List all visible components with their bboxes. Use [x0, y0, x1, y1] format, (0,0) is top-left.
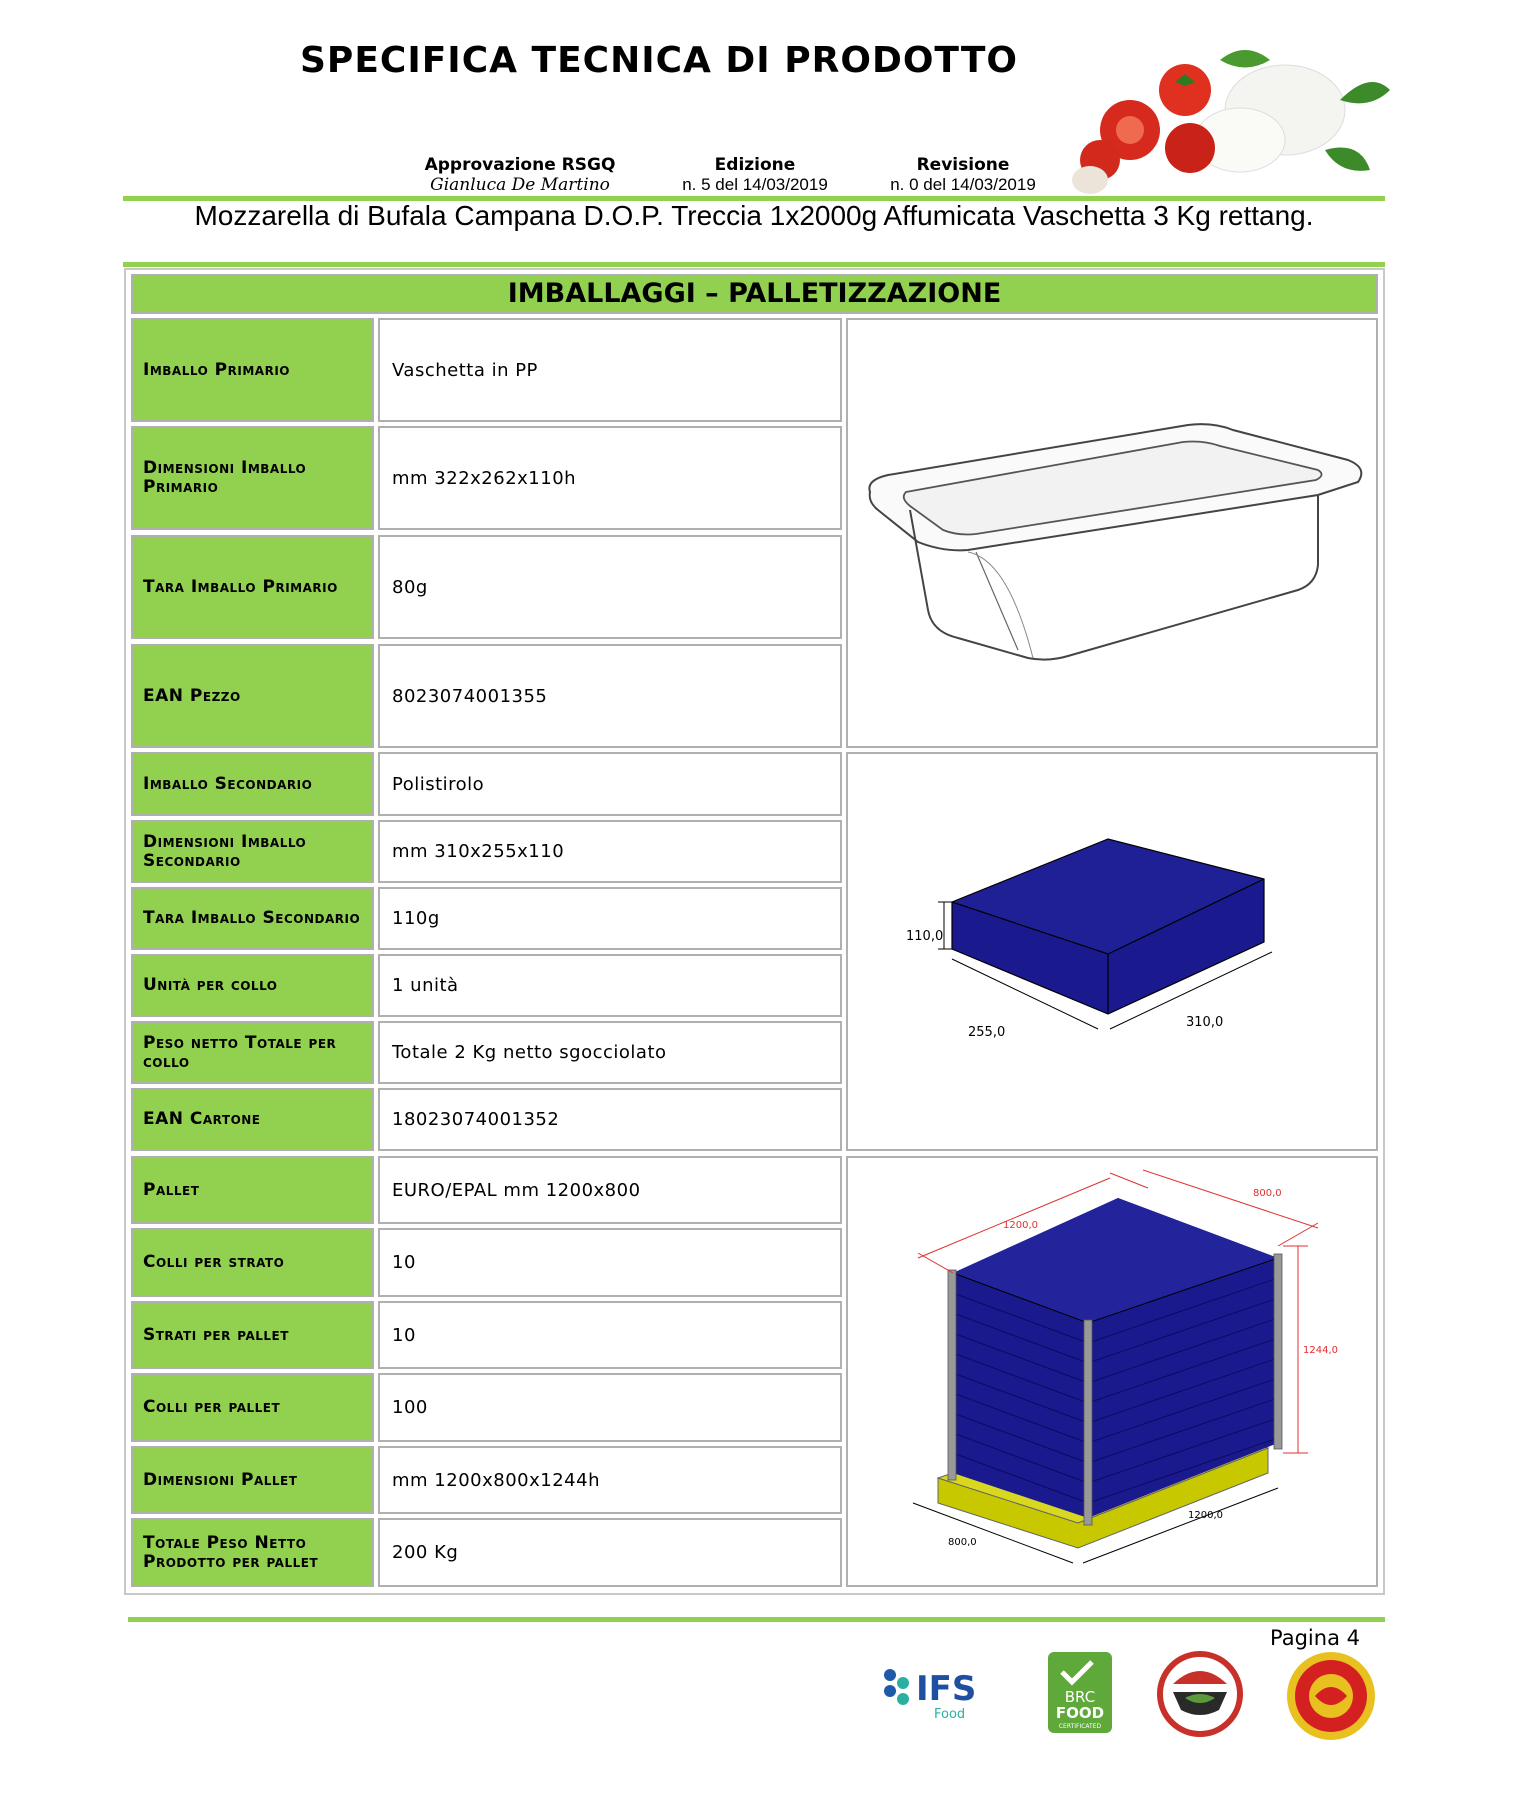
primary-packaging-image-cell — [846, 318, 1378, 748]
label-ean-pezzo: EAN Pezzo — [131, 644, 374, 748]
box-depth-label: 255,0 — [968, 1025, 1006, 1040]
value-dimensioni-pallet: mm 1200x800x1244h — [378, 1446, 842, 1514]
brc-logo-food-text: FOOD — [1055, 1704, 1105, 1722]
value-colli-per-strato: 10 — [378, 1228, 842, 1297]
label-ean-cartone: EAN Cartone — [131, 1088, 374, 1151]
pallet-base-width-label: 800,0 — [948, 1537, 977, 1548]
box-height-label: 110,0 — [906, 929, 944, 944]
label-imballo-secondario: Imballo Secondario — [131, 752, 374, 816]
label-dimensioni-imballo-secondario: Dimensioni Imballo Secondario — [131, 820, 374, 883]
secondary-packaging-image-cell — [846, 752, 1378, 1151]
label-totale-peso-netto-pallet: Totale Peso Netto Prodotto per pallet — [131, 1518, 374, 1587]
brc-logo-text: BRC — [1064, 1688, 1096, 1706]
value-tara-imballo-primario: 80g — [378, 535, 842, 639]
dop-logo — [1285, 1650, 1377, 1742]
ifs-logo-subtext: Food — [934, 1707, 966, 1722]
pallet-image-cell — [846, 1156, 1378, 1587]
mozzarella-di-bufala-campana-logo — [1155, 1650, 1245, 1738]
pallet-width-label: 800,0 — [1253, 1188, 1282, 1199]
pallet-height-label: 1244,0 — [1303, 1345, 1338, 1356]
revision-value: n. 0 del 14/03/2019 — [890, 175, 1036, 194]
value-colli-per-pallet: 100 — [378, 1373, 842, 1442]
edition-value: n. 5 del 14/03/2019 — [682, 175, 828, 194]
revision-label: Revisione — [916, 155, 1010, 175]
approval-signature: Gianluca De Martino — [430, 175, 610, 195]
brc-logo-certificated-text: CERTIFICATED — [1058, 1723, 1102, 1730]
label-colli-per-strato: Colli per strato — [131, 1228, 374, 1297]
value-pallet: EURO/EPAL mm 1200x800 — [378, 1156, 842, 1224]
brc-food-logo — [1046, 1650, 1114, 1735]
footer-divider — [128, 1617, 1385, 1622]
value-imballo-secondario: Polistirolo — [378, 752, 842, 816]
page-number: Pagina 4 — [1270, 1626, 1360, 1650]
box-width-label: 310,0 — [1186, 1015, 1224, 1030]
tomato-mozzarella-image — [1070, 30, 1400, 200]
product-divider — [123, 262, 1385, 267]
value-strati-per-pallet: 10 — [378, 1301, 842, 1369]
label-imballo-primario: Imballo Primario — [131, 318, 374, 422]
label-tara-imballo-primario: Tara Imballo Primario — [131, 535, 374, 639]
label-dimensioni-imballo-primario: Dimensioni Imballo Primario — [131, 426, 374, 530]
value-totale-peso-netto-pallet: 200 Kg — [378, 1518, 842, 1587]
label-unita-per-collo: Unità per collo — [131, 954, 374, 1017]
value-tara-imballo-secondario: 110g — [378, 887, 842, 950]
label-tara-imballo-secondario: Tara Imballo Secondario — [131, 887, 374, 950]
value-imballo-primario: Vaschetta in PP — [378, 318, 842, 422]
approval-label: Approvazione RSGQ — [424, 155, 616, 175]
ifs-food-logo — [868, 1655, 1013, 1730]
value-unita-per-collo: 1 unità — [378, 954, 842, 1017]
edition-label: Edizione — [714, 155, 796, 175]
document-title: SPECIFICA TECNICA DI PRODOTTO — [300, 40, 1018, 81]
value-peso-netto-totale-per-collo: Totale 2 Kg netto sgocciolato — [378, 1021, 842, 1084]
pallet-length-label: 1200,0 — [1003, 1220, 1038, 1231]
label-strati-per-pallet: Strati per pallet — [131, 1301, 374, 1369]
pallet-drawing — [848, 1158, 1380, 1589]
value-ean-pezzo: 8023074001355 — [378, 644, 842, 748]
label-colli-per-pallet: Colli per pallet — [131, 1373, 374, 1442]
section-title: IMBALLAGGI – PALLETIZZAZIONE — [131, 274, 1378, 314]
label-peso-netto-totale-per-collo: Peso netto Totale per collo — [131, 1021, 374, 1084]
label-pallet: Pallet — [131, 1156, 374, 1224]
ifs-logo-text: IFS — [916, 1669, 977, 1709]
product-name: Mozzarella di Bufala Campana D.O.P. Treccia 1x2000g Affumicata Vaschetta 3 Kg rettang. — [194, 200, 1314, 231]
box-drawing — [848, 754, 1380, 1153]
value-dimensioni-imballo-primario: mm 322x262x110h — [378, 426, 842, 530]
value-ean-cartone: 18023074001352 — [378, 1088, 842, 1151]
tray-drawing — [848, 320, 1380, 750]
label-dimensioni-pallet: Dimensioni Pallet — [131, 1446, 374, 1514]
value-dimensioni-imballo-secondario: mm 310x255x110 — [378, 820, 842, 883]
pallet-base-length-label: 1200,0 — [1188, 1510, 1223, 1521]
